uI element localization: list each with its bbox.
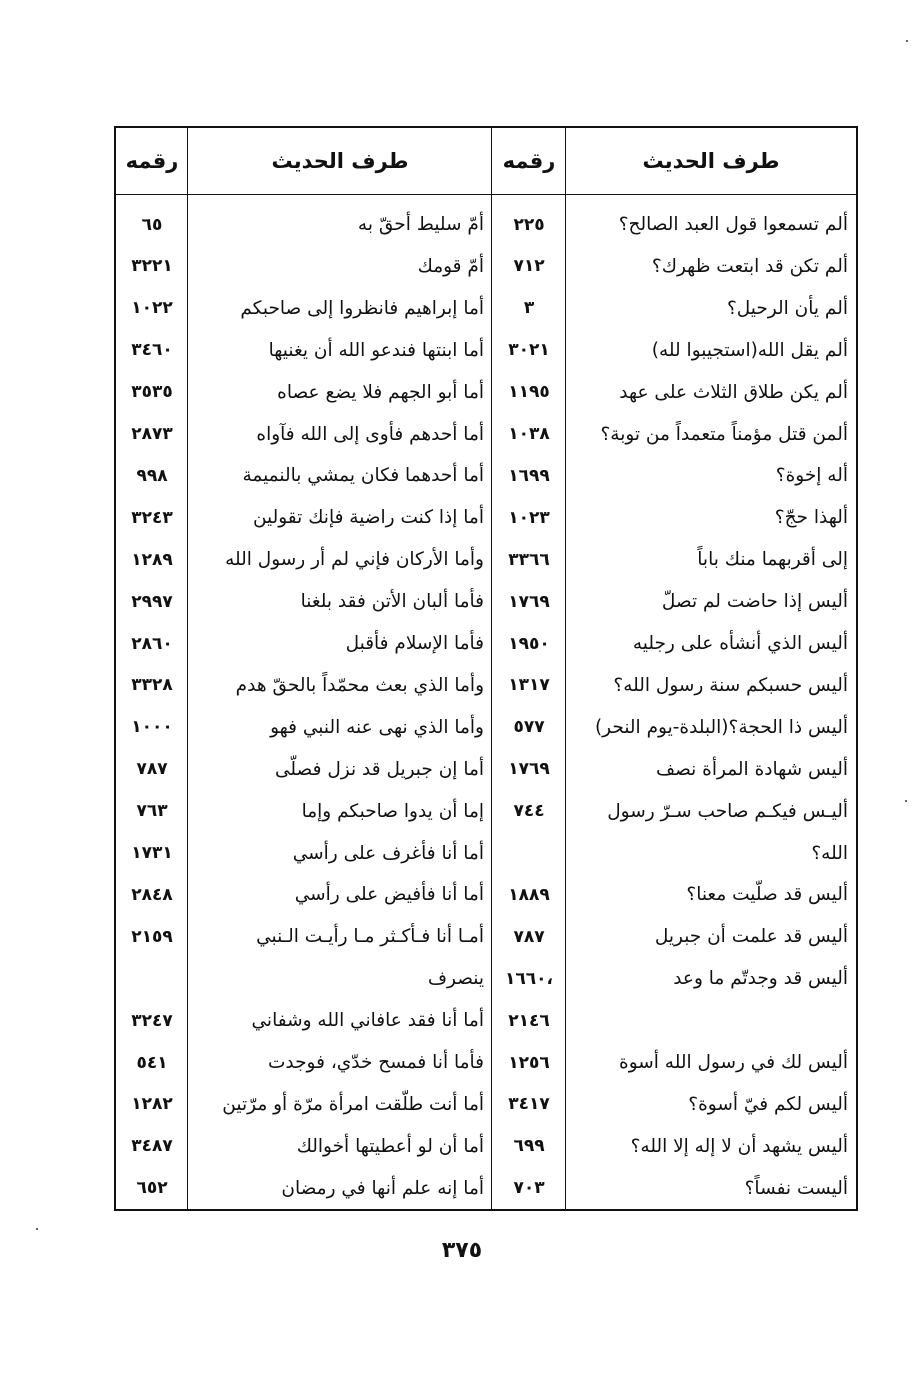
table-row — [116, 372, 856, 413]
hadith-number-left: ٢٨٦٠ — [131, 633, 173, 654]
hadith-text-right: أليس ذا الحجة؟(البلدة-يوم النحر) — [594, 716, 848, 738]
hadith-number-left: ٣٢٤٣ — [131, 507, 173, 528]
hadith-text-left: فأما الإسلام فأقبل — [345, 633, 484, 654]
hadith-text-left: أما أنا فأفيض على رأسي — [294, 884, 484, 906]
hadith-number-right: ٧١٢ — [513, 256, 545, 277]
hadith-text-right: ألهذا حجّ؟ — [774, 507, 848, 529]
hadith-text-left: أمـا أنا فـأكـثر مـا رأيـت الـنبي — [256, 926, 484, 948]
hadith-number-right: ١٢٥٦ — [508, 1052, 550, 1073]
hadith-number-right: ١١٩٥ — [508, 382, 550, 403]
hadith-number-right: ٦٩٩ — [513, 1136, 545, 1157]
hadith-text-right: أليس قد وجدتّم ما وعد — [673, 968, 848, 990]
hadith-text-right: أليس لك في رسول الله أسوة — [619, 1052, 848, 1073]
hadith-text-right: الله؟ — [811, 842, 848, 864]
hadith-number-left: ٥٤١ — [136, 1052, 168, 1073]
hadith-number-left: ١٠٠٠ — [131, 717, 173, 738]
hadith-number-left — [116, 958, 188, 999]
hadith-number-left: ٢٨٧٣ — [131, 424, 173, 444]
hadith-text-left: فأما أنا فمسح خدّي، فوجدت — [267, 1052, 484, 1073]
hadith-text-left: أما أنا فقد عافاني الله وشفاني — [251, 1010, 484, 1032]
hadith-number-left: ٢١٥٩ — [131, 926, 173, 947]
hadith-number-right: ١٩٥٠ — [508, 633, 550, 654]
hadith-number-left: ٣٤٦٠ — [131, 340, 173, 361]
hadith-number-left: ٩٩٨ — [136, 465, 168, 486]
hadith-number-right: ٣٠٢١ — [508, 340, 550, 361]
hadith-text-left: وأما الذي نهى عنه النبي فهو — [270, 716, 484, 738]
hadith-text-left: أمّ سليط أحقّ به — [357, 214, 484, 235]
hadith-number-left: ١٢٨٩ — [131, 549, 173, 570]
hadith-number-left: ٣٤٨٧ — [131, 1136, 173, 1157]
table-row — [116, 1000, 856, 1041]
hadith-text-left: أما إبراهيم فانظروا إلى صاحبكم — [240, 297, 484, 319]
table-row — [116, 204, 856, 245]
table-row — [116, 665, 856, 706]
table-row — [116, 916, 856, 957]
hadith-number-left: ٦٥ — [141, 214, 163, 235]
hadith-number-left: ١٢٨٢ — [131, 1094, 173, 1115]
hadith-number-left: ٣٣٢٨ — [131, 675, 173, 696]
hadith-number-left: ٧٨٧ — [136, 759, 168, 780]
hadith-number-left: ٧٦٣ — [136, 801, 168, 822]
hadith-text-right: أليست نفساً؟ — [744, 1177, 848, 1199]
scan-speck — [906, 40, 908, 42]
hadith-number-right: ١٧٦٩ — [508, 591, 550, 612]
hadith-text-right: ألم تسمعوا قول العبد الصالح؟ — [618, 214, 848, 235]
hadith-text-left: وأما الذي بعث محمّداً بالحقّ هدم — [235, 674, 484, 696]
hadith-number-right: ٢٢٥ — [513, 214, 545, 235]
hadith-text-right: ألم تكن قد ابتعت ظهرك؟ — [651, 255, 848, 277]
table-row — [116, 958, 856, 999]
hadith-index-table — [114, 126, 858, 1211]
hadith-text-right: ألمن قتل مؤمناً متعمداً من توبة؟ — [600, 423, 848, 445]
hadith-text-left: أما أحدهم فأوى إلى الله فآواه — [256, 423, 484, 445]
hadith-number-right: ٧٤٤ — [513, 801, 545, 822]
table-row — [116, 707, 856, 748]
hadith-text-right: أليس قد علمت أن جبريل — [654, 926, 848, 948]
hadith-number-right: ٥٧٧ — [513, 717, 545, 738]
hadith-text-right: ألم يأن الرحيل؟ — [726, 297, 848, 319]
table-row — [116, 791, 856, 832]
header-hadith-right: طرف الحديث — [642, 149, 780, 173]
hadith-number-right: ١٦٩٩ — [508, 465, 550, 486]
hadith-text-left: إما أن يدوا صاحبكم وإما — [301, 800, 484, 822]
table-row — [116, 330, 856, 371]
header-number-right: رقمه — [502, 149, 556, 173]
table-row — [116, 539, 856, 580]
hadith-number-right: ١٨٨٩ — [508, 884, 550, 905]
hadith-text-left: أما أنا فأغرف على رأسي — [292, 842, 484, 864]
hadith-text-left: أما إن جبريل قد نزل فصلّى — [275, 758, 484, 780]
hadith-text-right: أليـس فيكـم صاحب سـرّ رسول — [607, 800, 848, 822]
table-row — [116, 288, 856, 329]
header-hadith-left: طرف الحديث — [271, 149, 409, 173]
hadith-number-right: ٣ — [523, 298, 535, 319]
hadith-text-right: أليس إذا حاضت لم تصلّ — [661, 591, 848, 613]
table-row — [116, 1168, 856, 1209]
hadith-number-left: ١٠٢٢ — [131, 298, 173, 319]
hadith-text-left: أما أنت طلّقت امرأة مرّة أو مرّتين — [222, 1093, 484, 1115]
hadith-number-left: ٣٥٣٥ — [131, 382, 173, 403]
hadith-text-right: أليس الذي أنشأه على رجليه — [632, 633, 848, 654]
hadith-text-left: أما ابنتها فندعو الله أن يغنيها — [268, 339, 484, 361]
table-row — [116, 497, 856, 538]
hadith-number-left: ٢٨٤٨ — [131, 884, 173, 905]
hadith-number-left: ١٧٣١ — [131, 843, 173, 863]
hadith-number-left: ٦٥٢ — [136, 1178, 168, 1199]
hadith-text-right: ألم يقل الله(استجيبوا لله) — [651, 339, 848, 361]
table-row — [116, 581, 856, 622]
hadith-number-right: ١٣١٧ — [508, 675, 550, 696]
hadith-text-left: وأما الأركان فإني لم أر رسول الله — [225, 549, 484, 571]
table-row — [116, 874, 856, 915]
hadith-number-right: ١٧٦٩ — [508, 759, 550, 780]
table-row — [116, 414, 856, 455]
hadith-number-right: ٧٠٣ — [513, 1178, 545, 1199]
table-row — [116, 1126, 856, 1167]
hadith-number-right — [492, 833, 566, 874]
hadith-number-left: ٣٢٤٧ — [131, 1010, 173, 1031]
hadith-text-left: أما أحدهما فكان يمشي بالنميمة — [242, 465, 484, 487]
hadith-text-left: أمّ قومك — [417, 255, 484, 277]
hadith-text-right: أليس حسبكم سنة رسول الله؟ — [613, 674, 848, 696]
hadith-number-right: ٧٨٧ — [513, 926, 545, 947]
hadith-text-left: ينصرف — [427, 968, 484, 990]
page-number: ٣٧٥ — [441, 1238, 483, 1263]
hadith-number-right: ١٠٢٣ — [508, 507, 550, 528]
hadith-text-right: أليس لكم فيّ أسوة؟ — [688, 1093, 848, 1115]
hadith-text-left: أما إذا كنت راضية فإنك تقولين — [252, 507, 484, 529]
hadith-text-right: أليس شهادة المرأة نصف — [655, 758, 848, 780]
hadith-text-right: ألم يكن طلاق الثلاث على عهد — [619, 381, 848, 403]
hadith-number-right: ٢١٤٦ — [508, 1010, 550, 1031]
hadith-text-left: فأما ألبان الأتن فقد بلغنا — [300, 591, 484, 613]
table-row — [116, 833, 856, 874]
hadith-number-right: ٣٤١٧ — [508, 1094, 550, 1115]
hadith-text-left: أما أبو الجهم فلا يضع عصاه — [277, 381, 484, 403]
hadith-text-left: أما إنه علم أنها في رمضان — [281, 1177, 484, 1199]
header-number-left: رقمه — [125, 149, 179, 173]
table-row — [116, 455, 856, 496]
table-row — [116, 1042, 856, 1083]
hadith-text-right: أليس يشهد أن لا إله إلا الله؟ — [630, 1135, 848, 1157]
hadith-text-left: أما أن لو أعطيتها أخوالك — [296, 1135, 484, 1157]
hadith-number-right: ،١٦٦٠ — [505, 968, 553, 989]
scan-speck — [905, 800, 907, 802]
table-row — [116, 623, 856, 664]
table-row — [116, 246, 856, 287]
table-row — [116, 749, 856, 790]
hadith-text-right: أله إخوة؟ — [775, 465, 848, 487]
hadith-number-right: ١٠٣٨ — [508, 424, 550, 444]
table-row — [116, 1084, 856, 1125]
hadith-text-right: إلى أقربهما منك باباً — [697, 549, 848, 571]
hadith-number-right: ٣٣٦٦ — [508, 549, 550, 570]
hadith-text-right: أليس قد صلّيت معنا؟ — [686, 884, 848, 906]
hadith-number-left: ٣٢٢١ — [131, 256, 173, 277]
hadith-text-right — [566, 1000, 856, 1041]
hadith-number-left: ٢٩٩٧ — [131, 591, 173, 612]
header-divider — [116, 194, 856, 195]
scan-speck — [36, 1228, 38, 1230]
